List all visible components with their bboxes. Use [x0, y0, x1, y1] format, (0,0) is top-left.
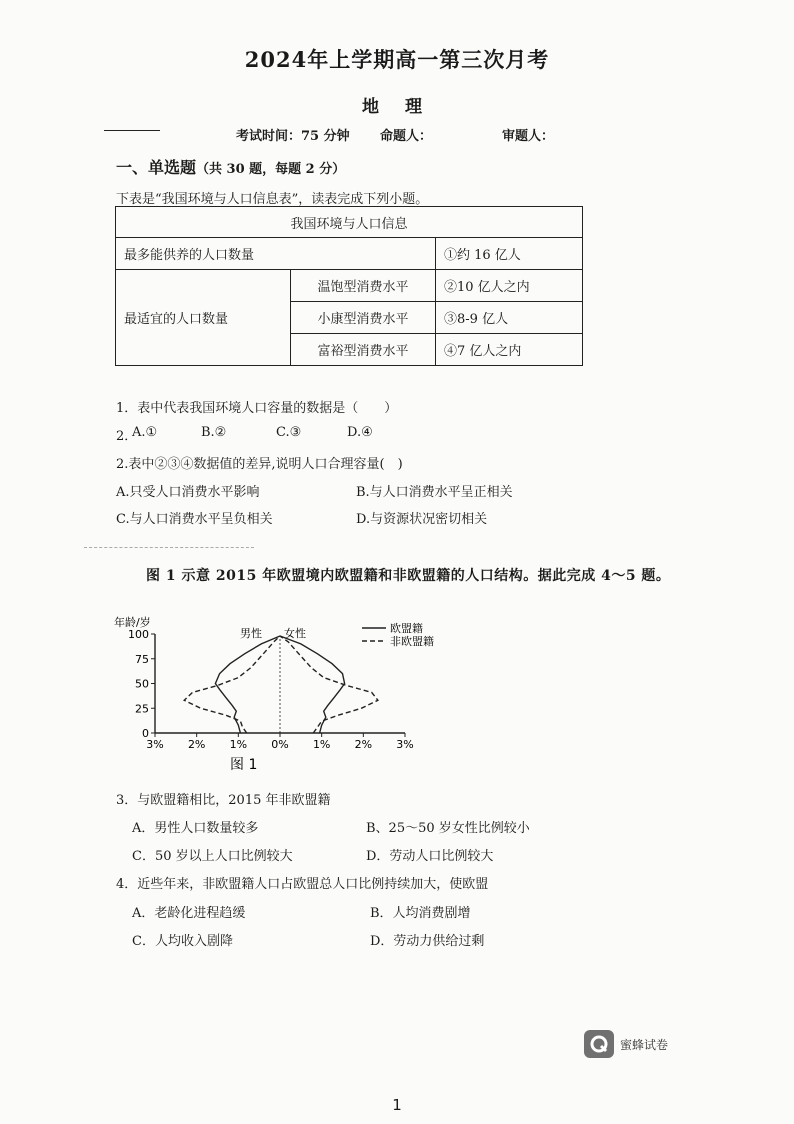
exam-time: 考试时间：75 分钟 — [236, 129, 350, 144]
table-cell: 小康型消费水平 — [291, 302, 436, 334]
page-number: 1 — [392, 1096, 402, 1114]
x-tick-label: 3% — [146, 738, 164, 751]
question-4-option-d: D．劳动力供给过剩 — [370, 934, 485, 949]
question-4-stem: 4．近些年来，非欧盟籍人口占欧盟总人口比例持续加大，使欧盟 — [116, 877, 489, 892]
figure-label: 图 1 — [230, 757, 258, 773]
question-3-option-a: A．男性人口数量较多 — [132, 821, 259, 836]
section-heading-text: 一、单选题 — [116, 158, 197, 177]
male-label: 男性 — [240, 627, 262, 640]
series-line-eu-female — [280, 636, 345, 733]
table-cell: 最多能供养的人口数量 — [116, 238, 436, 270]
question-3-option-b: B、25～50 岁女性比例较小 — [366, 821, 530, 836]
watermark-text: 蜜蜂试卷 — [620, 1038, 669, 1052]
question-4-option-a: A．老龄化进程趋缓 — [132, 906, 246, 921]
figure-intro: 图 1 示意 2015 年欧盟境内欧盟籍和非欧盟籍的人口结构。据此完成 4～5 题。 — [146, 568, 671, 584]
question-1-option-b: B.② — [201, 425, 227, 440]
question-1-stem: 1．表中代表我国环境人口容量的数据是（ ） — [116, 401, 398, 416]
table-header: 我国环境与人口信息 — [116, 207, 583, 238]
question-1-option-c: C.③ — [276, 425, 302, 440]
table-intro: 下表是“我国环境与人口信息表”，读表完成下列小题。 — [116, 192, 429, 207]
scan-artifact-line — [84, 547, 254, 548]
question-2-option-c: C.与人口消费水平呈负相关 — [116, 512, 273, 527]
table-cell: ②10 亿人之内 — [436, 270, 583, 302]
setter-label: 命题人： — [380, 129, 433, 144]
question-2-option-a: A.只受人口消费水平影响 — [116, 485, 260, 500]
section-note: （共 30 题，每题 2 分） — [196, 162, 346, 177]
question-1-option-d: D.④ — [347, 425, 373, 440]
environment-population-table — [115, 206, 583, 366]
question-1-prefix: 2． — [116, 429, 138, 444]
y-axis-label: 年龄/岁 — [114, 616, 151, 629]
legend-eu: 欧盟籍 — [390, 622, 423, 635]
x-tick-label: 1% — [229, 738, 248, 751]
x-tick-label: 2% — [354, 738, 373, 751]
series-line-non-eu-male — [184, 636, 280, 733]
x-tick-label: 2% — [187, 738, 206, 751]
y-tick-label: 75 — [135, 652, 149, 666]
female-label: 女性 — [284, 627, 306, 640]
question-1-option-a: A.① — [132, 425, 158, 440]
question-4-option-b: B．人均消费剧增 — [370, 906, 471, 921]
table-cell: 温饱型消费水平 — [291, 270, 436, 302]
y-tick-label: 50 — [135, 677, 149, 691]
question-3-option-c: C．50 岁以上人口比例较大 — [132, 849, 293, 864]
section-heading — [116, 155, 345, 178]
table-cell: 最适宜的人口数量 — [116, 270, 291, 366]
question-2-option-b: B.与人口消费水平呈正相关 — [356, 485, 513, 500]
table-cell: ③8-9 亿人 — [436, 302, 583, 334]
legend-non-eu: 非欧盟籍 — [390, 635, 434, 648]
table-row — [116, 238, 583, 270]
question-4-option-c: C．人均收入剧降 — [132, 934, 233, 949]
table-row — [116, 270, 583, 302]
reviewer-label: 审题人： — [502, 129, 555, 144]
table-header-row — [116, 207, 583, 238]
question-3-stem: 3．与欧盟籍相比，2015 年非欧盟籍 — [116, 793, 331, 808]
subject-title: 地 理 — [362, 97, 432, 117]
x-tick-label: 1% — [312, 738, 331, 751]
y-tick-label: 25 — [135, 702, 149, 716]
question-2-option-d: D.与资源状况密切相关 — [356, 512, 488, 527]
question-3-option-d: D．劳动人口比例较大 — [366, 849, 494, 864]
table-cell: ④7 亿人之内 — [436, 334, 583, 366]
series-line-eu-male — [215, 636, 280, 733]
table-cell: ①约 16 亿人 — [436, 238, 583, 270]
series-line-non-eu-female — [280, 636, 378, 733]
header-rule — [104, 130, 160, 131]
question-2-stem: 2.表中②③④数据值的差异,说明人口合理容量( ) — [116, 457, 403, 472]
watermark-logo-icon — [584, 1030, 614, 1058]
table-cell: 富裕型消费水平 — [291, 334, 436, 366]
x-tick-label: 0% — [271, 738, 289, 751]
x-tick-label: 3% — [396, 738, 414, 751]
y-tick-label: 0 — [142, 727, 149, 740]
exam-title: 2024年上学期高一第三次月考 — [244, 47, 550, 72]
y-tick-label: 100 — [128, 628, 149, 641]
population-pyramid-chart — [100, 608, 440, 778]
